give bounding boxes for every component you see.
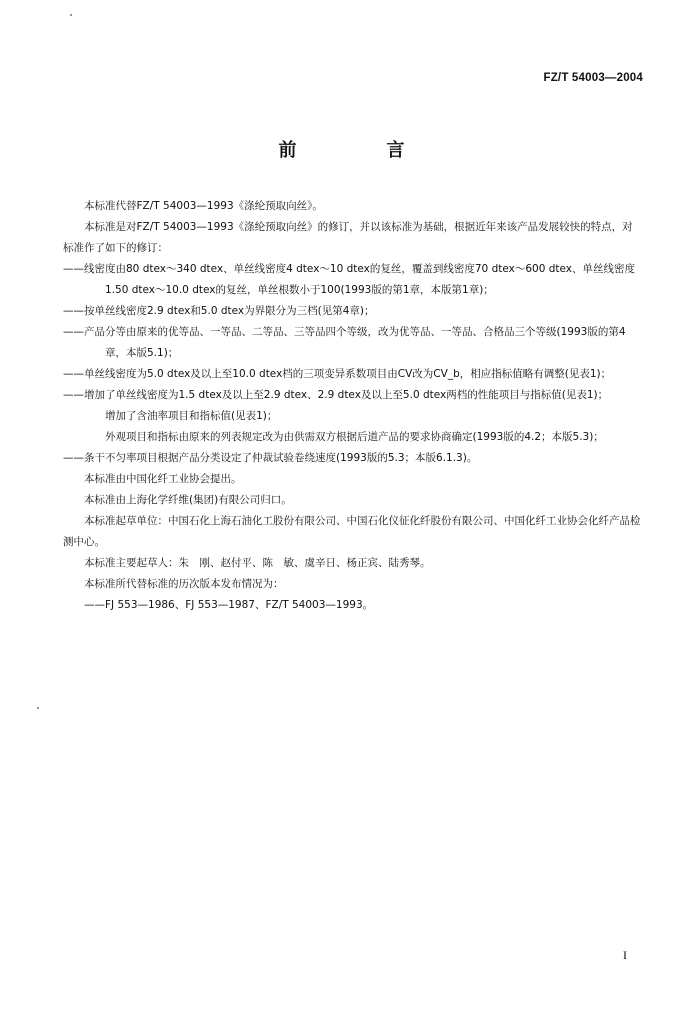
revision-item-new-ranges: ——增加了单丝线密度为1.5 dtex及以上至2.9 dtex、2.9 dtex及以上至5.0 dtex两档的性能项目与指标值(见表1)；: [63, 389, 609, 401]
paragraph-drafters: 本标准主要起草人：朱 刚、赵付平、陈 敏、虞辛日、杨正宾、陆秀琴。: [84, 557, 431, 569]
page-number: I: [623, 948, 627, 962]
paragraph-drafting-units: 本标准起草单位：中国石化上海石油化工股份有限公司、中国石化仪征化纤股份有限公司、中国化纤工业协会化纤产品检测中心。: [63, 515, 641, 548]
paragraph-revision-intro: 本标准是对FZ/T 54003—1993《涤纶预取向丝》的修订，并以该标准为基础，根据近年来该产品发展较快的特点，对标准作了如下的修订：: [63, 221, 633, 254]
scan-speck: [70, 14, 72, 16]
foreword-body: [63, 196, 641, 616]
scan-speck: [37, 707, 39, 709]
standard-code: FZ/T 54003—2004: [543, 72, 643, 84]
paragraph-history-list: ——FJ 553—1986、FJ 553—1987、FZ/T 54003—1993。: [84, 599, 374, 611]
paragraph-proposed-by: 本标准由中国化纤工业协会提出。: [84, 473, 242, 485]
paragraph-centralized-by: 本标准由上海化学纤维(集团)有限公司归口。: [84, 494, 292, 506]
paragraph-history-intro: 本标准所代替标准的历次版本发布情况为：: [84, 578, 284, 590]
revision-item-cv: ——单丝线密度为5.0 dtex及以上至10.0 dtex档的三项变异系数项目由CV改为CV_b，相应指标值略有调整(见表1)；: [63, 368, 612, 380]
revision-item-three-grades: ——按单丝线密度2.9 dtex和5.0 dtex为界限分为三档(见第4章)；: [63, 305, 375, 317]
revision-item-evenness: ——条干不匀率项目根据产品分类设定了仲裁试验卷绕速度(1993版的5.3；本版6.1.3)。: [63, 452, 478, 464]
revision-item-quality-grades: ——产品分等由原来的优等品、一等品、二等品、三等品四个等级，改为优等品、一等品、合格品三个等级(1993版的第4章，本版5.1)；: [63, 326, 626, 359]
paragraph-replaces: 本标准代替FZ/T 54003—1993《涤纶预取向丝》。: [84, 200, 323, 212]
page-title: 前 言: [278, 140, 441, 161]
revision-item-appearance: 外观项目和指标由原来的列表规定改为由供需双方根据后道产品的要求协商确定(1993版的4.2；本版5.3)；: [105, 431, 604, 443]
revision-item-oil-content: 增加了含油率项目和指标值(见表1)；: [105, 410, 278, 422]
revision-item-linear-density: ——线密度由80 dtex～340 dtex、单丝线密度4 dtex～10 dtex的复丝，覆盖到线密度70 dtex～600 dtex、单丝线密度1.50 dtex～10.0 dtex的复丝，单丝根数小于100(1993版的第1章，本版第1章)；: [63, 263, 635, 296]
